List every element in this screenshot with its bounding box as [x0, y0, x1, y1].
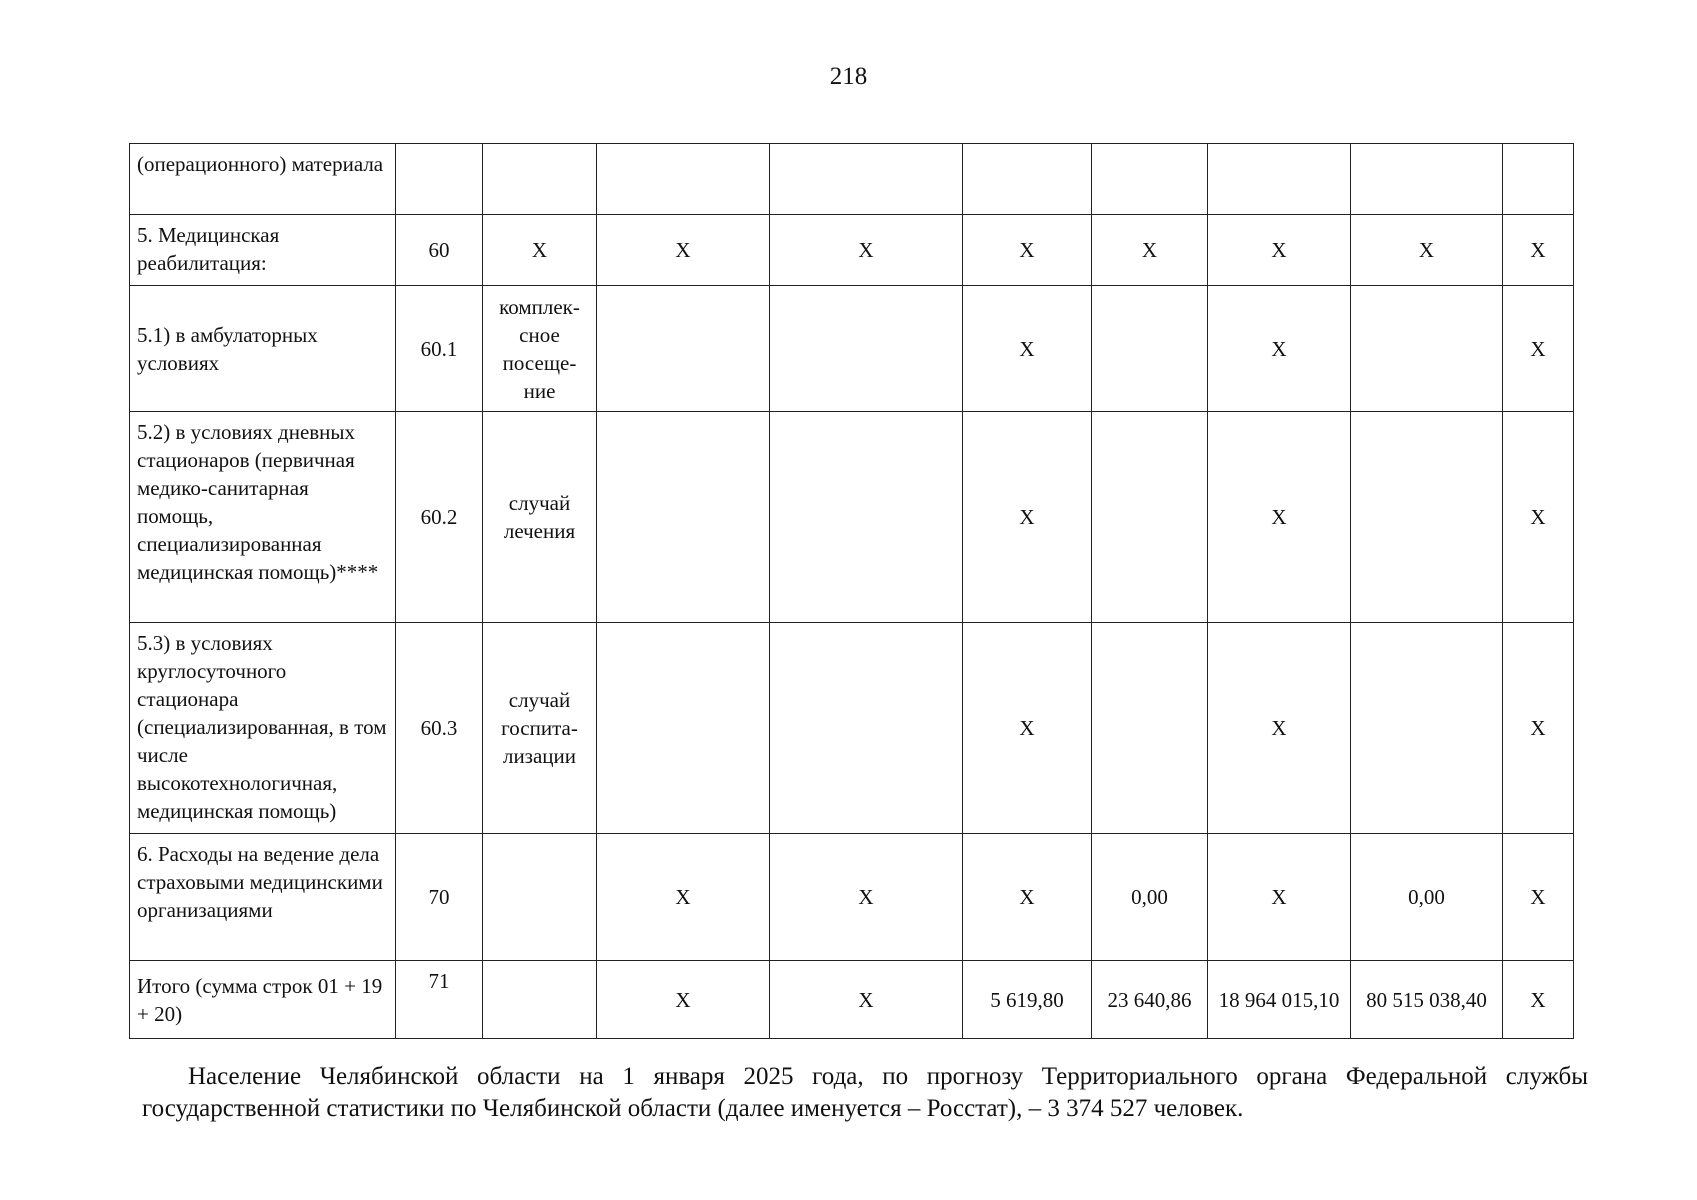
- table-cell: 0,00: [1351, 834, 1503, 961]
- table-row: [130, 412, 1574, 623]
- row-label: 5.2) в условиях дневных стационаров (первичная медико-санитарная помощь, специализированная медицинская помощь)****: [130, 412, 396, 623]
- table-cell: X: [597, 215, 770, 286]
- table-cell: X: [770, 215, 963, 286]
- table-cell: 0,00: [1092, 834, 1208, 961]
- row-unit: [483, 834, 597, 961]
- row-code: 70: [396, 834, 483, 961]
- row-code: 60.2: [396, 412, 483, 623]
- table-cell: [770, 286, 963, 412]
- table-cell: [1351, 412, 1503, 623]
- row-code: 60.3: [396, 623, 483, 834]
- table-cell: X: [1503, 412, 1574, 623]
- table-cell: [770, 412, 963, 623]
- table-cell: [770, 144, 963, 215]
- row-code: 60: [396, 215, 483, 286]
- table-row: [130, 286, 1574, 412]
- table-row: [130, 961, 1574, 1039]
- table-cell: X: [770, 834, 963, 961]
- table-cell: X: [1503, 215, 1574, 286]
- row-label: (операционного) материала: [130, 144, 396, 215]
- table-cell: X: [963, 623, 1092, 834]
- page-number: 218: [829, 63, 868, 90]
- table-cell: [597, 412, 770, 623]
- row-code: 60.1: [396, 286, 483, 412]
- table-cell: X: [1208, 412, 1351, 623]
- table-cell: X: [1208, 215, 1351, 286]
- row-label: 5. Медицинская реабилитация:: [130, 215, 396, 286]
- row-label: 5.3) в условиях круглосуточного стационара (специализированная, в том числе высокотехнологичная, медицинская помощь): [130, 623, 396, 834]
- table-cell: X: [1503, 834, 1574, 961]
- table-cell: X: [963, 412, 1092, 623]
- row-label: 6. Расходы на ведение дела страховыми медицинскими организациями: [130, 834, 396, 961]
- row-label: Итого (сумма строк 01 + 19 + 20): [130, 961, 396, 1039]
- row-unit: случай лечения: [483, 412, 597, 623]
- table-cell: X: [597, 834, 770, 961]
- table-cell: [597, 144, 770, 215]
- table-cell: X: [1208, 834, 1351, 961]
- table-cell: X: [1208, 286, 1351, 412]
- table-cell: [1092, 623, 1208, 834]
- table-cell: X: [1503, 961, 1574, 1039]
- table-cell: [1092, 412, 1208, 623]
- table-row: [130, 215, 1574, 286]
- data-table: [129, 143, 1574, 1039]
- table-cell: [1351, 286, 1503, 412]
- table-row: [130, 834, 1574, 961]
- table-cell: [1503, 144, 1574, 215]
- table-cell: X: [963, 286, 1092, 412]
- row-unit: случай госпита-лизации: [483, 623, 597, 834]
- table-cell: [1351, 623, 1503, 834]
- table-cell: [1092, 144, 1208, 215]
- table-cell: [597, 623, 770, 834]
- table-cell: X: [597, 961, 770, 1039]
- footnote-paragraph: Население Челябинской области на 1 января 2025 года, по прогнозу Территориального органа Федеральной службы государственной статистики по Челябинской области (далее именуется – Росстат), – 3 374 527 человек.: [142, 1063, 1588, 1122]
- table-cell: [1092, 286, 1208, 412]
- table-cell: 80 515 038,40: [1351, 961, 1503, 1039]
- row-unit: X: [483, 215, 597, 286]
- table-cell: X: [1208, 623, 1351, 834]
- table-cell: [963, 144, 1092, 215]
- table-cell: [1208, 144, 1351, 215]
- row-unit: комплек-сное посеще-ние: [483, 286, 597, 412]
- table-cell: 23 640,86: [1092, 961, 1208, 1039]
- row-label: 5.1) в амбулаторных условиях: [130, 286, 396, 412]
- table-cell: X: [1503, 286, 1574, 412]
- row-unit: [483, 144, 597, 215]
- table-cell: X: [1503, 623, 1574, 834]
- table-cell: 18 964 015,10: [1208, 961, 1351, 1039]
- row-code: [396, 144, 483, 215]
- row-unit: [483, 961, 597, 1039]
- row-code: 71: [396, 961, 483, 1039]
- table-row: [130, 623, 1574, 834]
- table-cell: [770, 623, 963, 834]
- table-cell: X: [770, 961, 963, 1039]
- table-cell: X: [963, 834, 1092, 961]
- table-cell: [1351, 144, 1503, 215]
- table-cell: X: [1092, 215, 1208, 286]
- table-row: [130, 144, 1574, 215]
- table-cell: X: [963, 215, 1092, 286]
- table-cell: 5 619,80: [963, 961, 1092, 1039]
- table-cell: [597, 286, 770, 412]
- table-cell: X: [1351, 215, 1503, 286]
